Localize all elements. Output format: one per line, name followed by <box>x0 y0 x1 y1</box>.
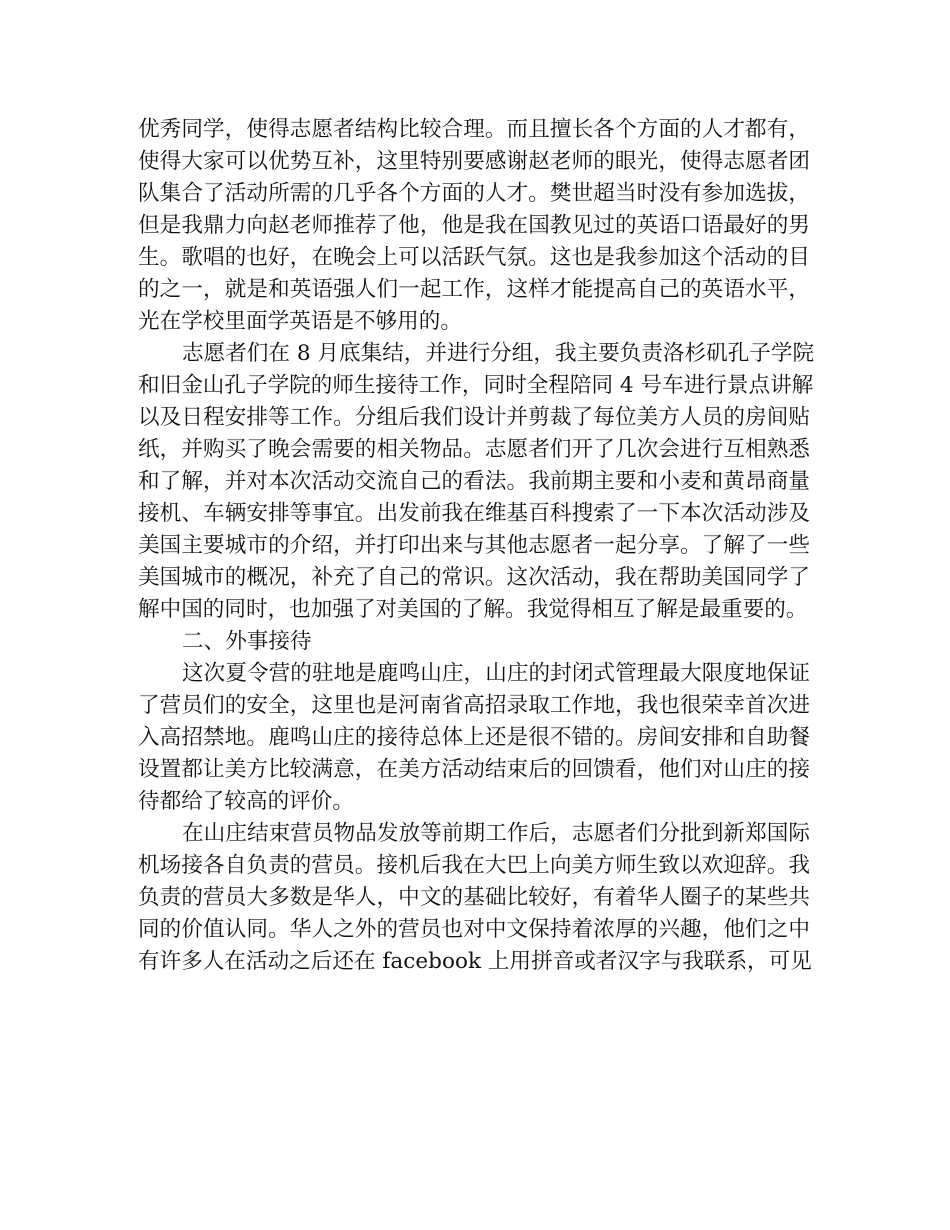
text-line: 以及日程安排等工作。分组后我们设计并剪裁了每位美方人员的房间贴 <box>138 405 810 430</box>
text-line: 设置都让美方比较满意，在美方活动结束后的回馈看，他们对山庄的接 <box>138 757 810 782</box>
text-line: 但是我鼎力向赵老师推荐了他，他是我在国教见过的英语口语最好的男 <box>138 213 810 238</box>
text-line: 了营员们的安全，这里也是河南省高招录取工作地，我也很荣幸首次进 <box>138 693 810 718</box>
text-line: 机场接各自负责的营员。接机后我在大巴上向美方师生致以欢迎辞。我 <box>138 853 810 878</box>
text-line: 负责的营员大多数是华人，中文的基础比较好，有着华人圈子的某些共 <box>138 885 810 910</box>
text-line: 这次夏令营的驻地是鹿鸣山庄，山庄的封闭式管理最大限度地保证 <box>182 661 810 686</box>
text-line: 入高招禁地。鹿鸣山庄的接待总体上还是很不错的。房间安排和自助餐 <box>138 725 810 750</box>
text-line: 美国主要城市的介绍，并打印出来与其他志愿者一起分享。了解了一些 <box>138 533 810 558</box>
text-line: 和旧金山孔子学院的师生接待工作，同时全程陪同 4 号车进行景点讲解 <box>138 373 814 398</box>
text-line: 使得大家可以优势互补，这里特别要感谢赵老师的眼光，使得志愿者团 <box>138 149 810 174</box>
text-line: 待都给了较高的评价。 <box>138 789 354 814</box>
text-line: 的之一，就是和英语强人们一起工作，这样才能提高自己的英语水平， <box>138 277 810 302</box>
text-line: 和了解，并对本次活动交流自己的看法。我前期主要和小麦和黄昂商量 <box>138 469 810 494</box>
text-line: 同的价值认同。华人之外的营员也对中文保持着浓厚的兴趣，他们之中 <box>138 917 810 942</box>
text-line: 接机、车辆安排等事宜。出发前我在维基百科搜索了一下本次活动涉及 <box>138 501 810 526</box>
text-line: 队集合了活动所需的几乎各个方面的人才。樊世超当时没有参加选拔， <box>138 181 810 206</box>
text-line: 光在学校里面学英语是不够用的。 <box>138 309 462 334</box>
text-line: 二、外事接待 <box>182 629 312 654</box>
text-line: 解中国的同时，也加强了对美国的了解。我觉得相互了解是最重要的。 <box>138 597 808 622</box>
document-page <box>138 114 815 978</box>
text-line: 在山庄结束营员物品发放等前期工作后，志愿者们分批到新郑国际 <box>182 821 810 846</box>
text-line: 有许多人在活动之后还在 facebook 上用拼音或者汉字与我联系，可见 <box>138 949 812 974</box>
text-line: 纸，并购买了晚会需要的相关物品。志愿者们开了几次会进行互相熟悉 <box>138 437 810 462</box>
text-line: 生。歌唱的也好，在晚会上可以活跃气氛。这也是我参加这个活动的目 <box>138 245 810 270</box>
text-line: 美国城市的概况，补充了自己的常识。这次活动，我在帮助美国同学了 <box>138 565 810 590</box>
text-line: 志愿者们在 8 月底集结，并进行分组，我主要负责洛杉矶孔子学院 <box>182 341 815 366</box>
text-line: 优秀同学，使得志愿者结构比较合理。而且擅长各个方面的人才都有， <box>138 117 810 142</box>
